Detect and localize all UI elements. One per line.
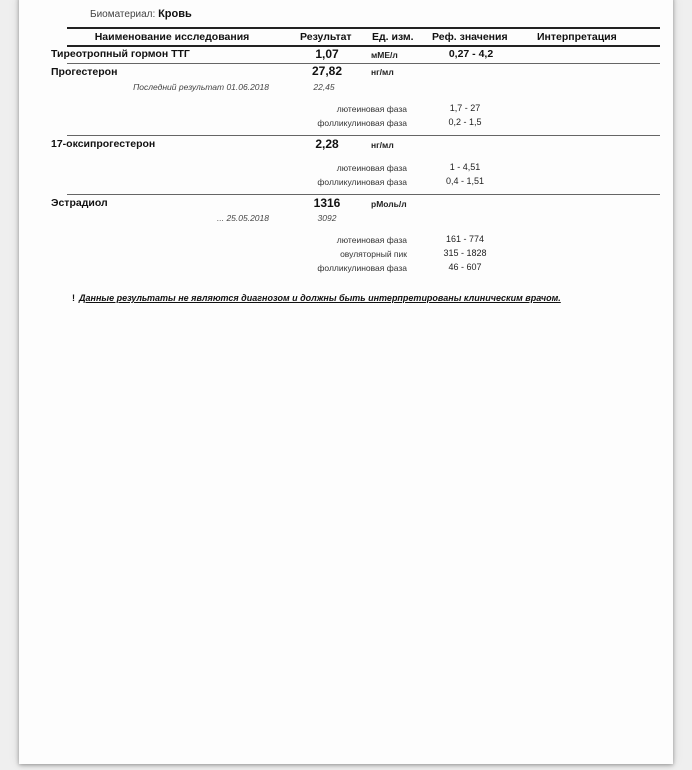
test-name: Тиреотропный гормон ТТГ [51, 48, 190, 60]
test-result: 1,07 [315, 47, 339, 61]
test-unit: pМоль/л [371, 199, 407, 209]
test-result: 1316 [313, 196, 341, 210]
phase-range: 1 - 4,51 [449, 162, 481, 172]
phase-label: овуляторный пик [340, 249, 407, 259]
phase-range: 161 - 774 [445, 234, 485, 244]
biomaterial-label: Биоматериал: [90, 9, 156, 20]
phase-label: фолликулиновая фаза [317, 118, 407, 128]
biomaterial-line [90, 8, 192, 20]
phase-range: 46 - 607 [448, 262, 482, 272]
phase-range: 315 - 1828 [443, 248, 487, 258]
row-divider [67, 194, 660, 195]
phase-label: фолликулиновая фаза [317, 263, 407, 273]
test-name: Прогестерон [51, 66, 118, 78]
document-page [19, 0, 673, 764]
col-header-interpretation: Интерпретация [537, 31, 617, 43]
phase-label: фолликулиновая фаза [317, 177, 407, 187]
biomaterial-value: Кровь [158, 8, 192, 20]
phase-label: лютеиновая фаза [336, 235, 407, 245]
table-top-rule [67, 27, 660, 29]
previous-result-label: ... 25.05.2018 [217, 213, 269, 223]
test-unit: нг/мл [371, 140, 394, 150]
row-divider [67, 63, 660, 64]
test-unit: мME/л [371, 50, 398, 60]
test-reference: 0,27 - 4,2 [448, 48, 494, 60]
header-bottom-rule [67, 45, 660, 47]
disclaimer-text: Данные результаты не являются диагнозом и должны быть интерпретированы клиническим врачом. [79, 293, 561, 303]
row-divider [67, 135, 660, 136]
test-name: 17-оксипрогестерон [51, 138, 156, 150]
test-result: 2,28 [315, 137, 339, 151]
phase-range: 0,4 - 1,51 [445, 176, 485, 186]
test-name: Эстрадиол [51, 197, 108, 209]
phase-label: лютеиновая фаза [336, 104, 407, 114]
col-header-unit: Ед. изм. [372, 31, 414, 43]
phase-range: 0,2 - 1,5 [448, 117, 482, 127]
phase-range: 1,7 - 27 [449, 103, 481, 113]
col-header-result: Результат [300, 31, 352, 43]
test-unit: нг/мл [371, 67, 394, 77]
warning-icon: ! [72, 293, 75, 303]
phase-label: лютеиновая фаза [336, 163, 407, 173]
col-header-reference: Реф. значения [432, 31, 508, 43]
col-header-name: Наименование исследования [94, 31, 250, 43]
test-result: 27,82 [311, 64, 343, 78]
previous-result-label: Последний результат 01.06.2018 [133, 82, 269, 92]
previous-result-value: 3092 [317, 213, 337, 223]
previous-result-value: 22,45 [313, 82, 335, 92]
